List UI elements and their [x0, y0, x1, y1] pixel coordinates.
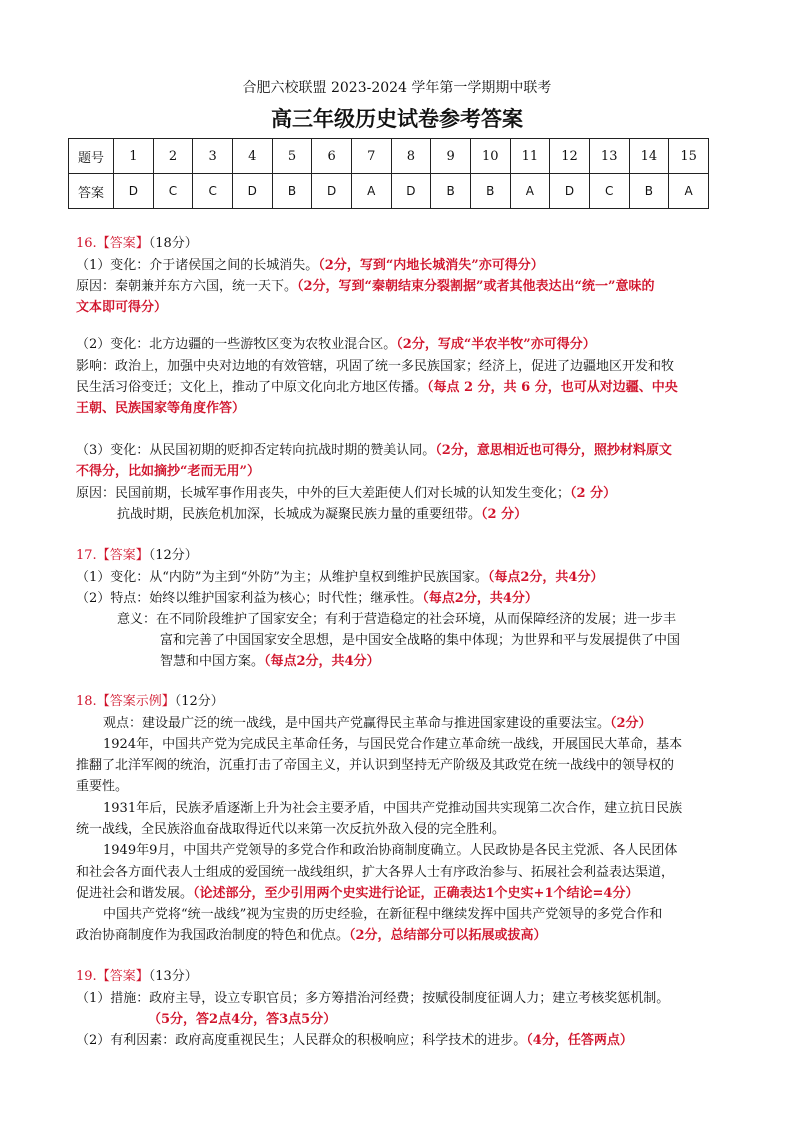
q16-line: [76, 439, 672, 458]
q18-line: [76, 924, 547, 943]
answer-text: 推翻了北洋军阀的统治，沉重打击了帝国主义，并认识到坚持无产阶级及其政党在统一战线中的领导权的: [76, 758, 675, 773]
answer-text: 抗战时期，民族危机加深，长城成为凝聚民族力量的重要纽带。: [117, 507, 482, 522]
scoring-note: （2分，写到“内地长城消失”亦可得分）: [318, 258, 544, 273]
table-cell: D: [114, 174, 154, 209]
table-cell: 7: [351, 139, 391, 174]
scoring-note: （2分，意思相近也可得分，照抄材料原文: [435, 443, 672, 458]
q18-heading: [76, 690, 224, 709]
q18-line: [76, 861, 674, 880]
scoring-note: （5分，答2点4分，答3点5分）: [148, 1012, 337, 1027]
q19-line: [76, 1029, 633, 1048]
q16-line: [76, 376, 678, 395]
question-score: （12分）: [148, 548, 198, 563]
answer-text: 统一战线，全民族浴血奋战取得近代以来第一次反抗外敌入侵的完全胜利。: [76, 822, 506, 837]
answer-text: 原因：民国前期，长城军事作用丧失，中外的巨大差距使人们对长城的认知发生变化；: [76, 486, 571, 501]
scoring-note: （每点2分，共4分）: [487, 570, 604, 585]
q18-line: [103, 903, 662, 922]
table-cell: 4: [232, 139, 272, 174]
table-cell: 3: [193, 139, 233, 174]
table-cell: A: [351, 174, 391, 209]
answer-text: （1）变化：从“内防”为主到“外防”为主；从维护皇权到维护民族国家。: [76, 570, 488, 585]
scoring-note: （每点2分，共4分）: [264, 654, 380, 669]
q17-line: [76, 587, 538, 606]
answer-text: （1）措施：政府主导，设立专职官员；多方筹措治河经费；按赋役制度征调人力；建立考核奖惩机制。: [76, 991, 670, 1006]
answer-tag: 【答案】: [96, 236, 149, 251]
scoring-note: （2分，写到“秦朝结束分裂割据”或者其他表达出“统一”意味的: [297, 279, 655, 294]
answer-text: （1）变化：介于诸侯国之间的长城消失。: [76, 258, 319, 273]
table-cell: 9: [431, 139, 471, 174]
table-cell: D: [550, 174, 590, 209]
table-cell: C: [153, 174, 193, 209]
answer-tag: 【答案示例】: [96, 694, 175, 709]
q16-line: [76, 296, 167, 315]
scoring-note: （2 分）: [570, 486, 617, 501]
answer-text: （2）特点：始终以维护国家利益为核心；时代性；继承性。: [76, 591, 423, 606]
question-number: 16.: [76, 236, 97, 251]
scoring-note: （2 分）: [481, 507, 528, 522]
table-cell: B: [431, 174, 471, 209]
q16-line: [76, 397, 245, 416]
answer-text: （2）有利因素：政府高度重视民生；人民群众的积极响应；科学技术的进步。: [76, 1033, 527, 1048]
answer-text: 中国共产党将“统一战线”视为宝贵的历史经验，在新征程中继续发挥中国共产党领导的多党合作和: [103, 907, 663, 922]
q16-line: [117, 503, 527, 522]
page-title: 高三年级历史试卷参考答案: [271, 107, 523, 131]
q16-line: [76, 275, 654, 294]
table-cell: 6: [312, 139, 352, 174]
table-cell: D: [312, 174, 352, 209]
q18-line: [76, 775, 128, 794]
scoring-note: （2分，总结部分可以拓展或拔高）: [349, 928, 547, 943]
scoring-note: （2分，写成“半农半牧”亦可得分）: [396, 337, 596, 352]
scoring-note: （2分）: [610, 716, 652, 731]
answer-table: [68, 138, 709, 209]
exam-subtitle: 合肥六校联盟 2023-2024 学年第一学期期中联考: [242, 80, 552, 96]
q18-line: [103, 797, 682, 816]
table-cell: B: [470, 174, 510, 209]
answer-text: 影响：政治上，加强中央对边地的有效管辖，巩固了统一多民族国家；经济上，促进了边疆地区开发和牧: [76, 359, 675, 374]
answer-tag: 【答案】: [96, 969, 149, 984]
answer-text: 民生活习俗变迁；文化上，推动了中原文化向北方地区传播。: [76, 380, 428, 395]
question-score: （12分）: [174, 694, 224, 709]
answer-text: 促进社会和谐发展。: [76, 886, 194, 901]
q18-line: [103, 839, 677, 858]
table-cell: 12: [550, 139, 590, 174]
scoring-note: （每点2分，共4分）: [422, 591, 538, 606]
answer-text: 1924年，中国共产党为完成民主革命任务，与国民党合作建立革命统一战线，开展国民大革命，基本: [103, 737, 683, 752]
table-cell: 2: [153, 139, 193, 174]
table-cell: D: [391, 174, 431, 209]
answer-text: 原因：秦朝兼并东方六国，统一天下。: [76, 279, 298, 294]
answer-text: （2）变化：北方边疆的一些游牧区变为农牧业混合区。: [76, 337, 397, 352]
table-cell: 14: [629, 139, 669, 174]
answer-text: 1931年后，民族矛盾逐渐上升为社会主要矛盾，中国共产党推动国共实现第二次合作，建立抗日民族: [103, 801, 683, 816]
answer-text: 重要性。: [76, 779, 129, 794]
q17-heading: [76, 544, 198, 563]
answer-text: 富和完善了中国国家安全思想，是中国安全战略的集中体现；为世界和平与发展提供了中国: [160, 633, 681, 648]
question-score: （18分）: [148, 236, 198, 251]
table-cell: B: [272, 174, 312, 209]
table-cell: 10: [470, 139, 510, 174]
q18-line: [76, 818, 505, 837]
table-cell: 15: [669, 139, 709, 174]
scoring-note: 王朝、民族国家等角度作答）: [76, 401, 246, 416]
table-cell: C: [589, 174, 629, 209]
answer-text: 1949年9月，中国共产党领导的多党合作和政治协商制度确立。人民政协是各民主党派、各人民团体: [103, 843, 678, 858]
q16-line: [76, 254, 544, 273]
table-cell: 5: [272, 139, 312, 174]
q16-line: [76, 355, 674, 374]
q18-line: [76, 754, 674, 773]
table-cell: 1: [114, 139, 154, 174]
q18-line: [103, 733, 682, 752]
q17-line: [117, 608, 676, 627]
scoring-note: （4分，任答两点）: [526, 1033, 633, 1048]
q16-line: [76, 460, 260, 479]
answer-text: 观点：建设最广泛的统一战线，是中国共产党赢得民主革命与推进国家建设的重要法宝。: [103, 716, 611, 731]
answer-text: 意义：在不同阶段维护了国家安全；有利于营造稳定的社会环境，从而保障经济的发展；进一步丰: [117, 612, 677, 627]
q16-heading: [76, 232, 198, 251]
question-number: 19.: [76, 969, 97, 984]
scoring-note: 不得分，比如摘抄“老而无用”）: [76, 464, 260, 479]
q19-line: [76, 987, 669, 1006]
q18-line: [103, 712, 652, 731]
answer-text: 和社会各方面代表人士组成的爱国统一战线组织，扩大各界人士有序政治参与、拓展社会利益表达渠道，: [76, 865, 675, 880]
answer-tag: 【答案】: [96, 548, 149, 563]
q18-line: [76, 882, 638, 901]
table-cell: A: [669, 174, 709, 209]
question-number: 17.: [76, 548, 97, 563]
q19-line: [148, 1008, 336, 1027]
q17-line: [160, 650, 380, 669]
q17-line: [76, 566, 603, 585]
q16-line: [76, 482, 616, 501]
question-score: （13分）: [148, 969, 198, 984]
table-cell: 13: [589, 139, 629, 174]
table-cell: B: [629, 174, 669, 209]
answer-text: 智慧和中国方案。: [160, 654, 265, 669]
scoring-note: （每点 2 分，共 6 分，也可从对边疆、中央: [427, 380, 678, 395]
table-cell: 8: [391, 139, 431, 174]
scoring-note: （论述部分，至少引用两个史实进行论证，正确表达1个史实+1个结论=4分）: [193, 886, 639, 901]
table-cell: 11: [510, 139, 550, 174]
q16-line: [76, 333, 596, 352]
table-row-answers: [69, 174, 709, 209]
table-cell: C: [193, 174, 233, 209]
table-cell: D: [232, 174, 272, 209]
scoring-note: 文本即可得分）: [76, 300, 168, 315]
table-row-numbers: [69, 139, 709, 174]
row-label-question: 题号: [69, 139, 114, 174]
question-number: 18.: [76, 694, 97, 709]
answer-text: 政治协商制度作为我国政治制度的特色和优点。: [76, 928, 350, 943]
answer-text: （3）变化：从民国初期的贬抑否定转向抗战时期的赞美认同。: [76, 443, 436, 458]
row-label-answer: 答案: [69, 174, 114, 209]
q17-line: [160, 629, 680, 648]
q19-heading: [76, 965, 198, 984]
table-cell: A: [510, 174, 550, 209]
